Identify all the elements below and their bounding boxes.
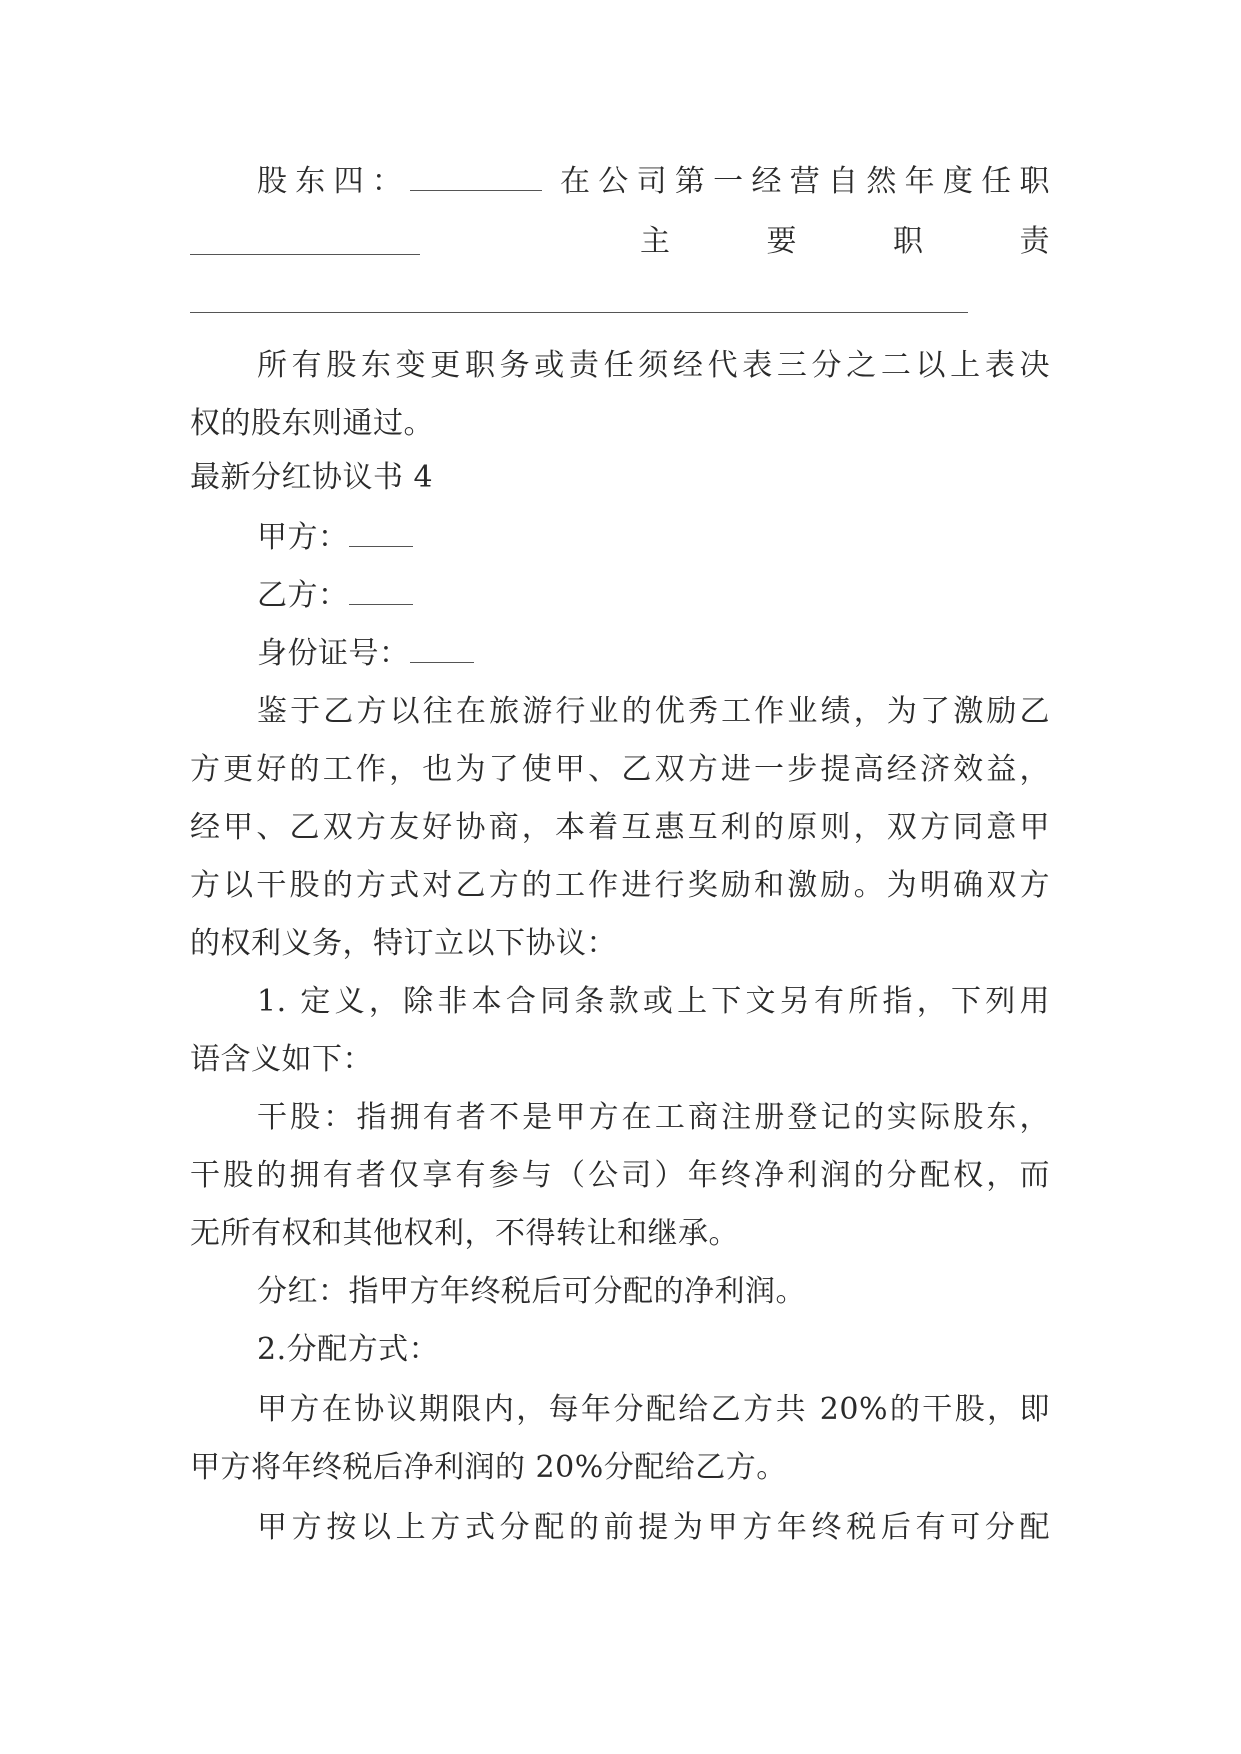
paragraph-line: 所有股东变更职务或责任须经代表三分之二以上表决 (257, 348, 1050, 383)
main-duty-char-4: 责 (1019, 224, 1050, 259)
paragraph-line: 语含义如下： (190, 1042, 373, 1077)
paragraph-line: 方以干股的方式对乙方的工作进行奖励和激励。为明确双方 (190, 868, 1050, 903)
paragraph-line: 无所有权和其他权利，不得转让和继承。 (190, 1216, 739, 1251)
party-b-label: 乙方： (257, 578, 349, 613)
paragraph-line: 干股的拥有者仅享有参与（公司）年终净利润的分配权，而 (190, 1158, 1050, 1193)
id-number-line (257, 634, 1050, 674)
position-blank (190, 230, 420, 255)
party-b-line (257, 576, 1050, 616)
party-a-label: 甲方： (257, 520, 349, 555)
paragraph-line: 甲方在协议期限内，每年分配给乙方共 20%的干股，即 (257, 1392, 1050, 1427)
main-duty-char-1: 主 (640, 224, 671, 259)
duty-blank-rule (190, 312, 968, 313)
id-number-blank (410, 638, 474, 663)
paragraph-line: 的权利义务，特订立以下协议： (190, 926, 617, 961)
paragraph-line: 1. 定义，除非本合同条款或上下文另有所指，下列用 (257, 984, 1050, 1019)
shareholder-four-blank (410, 166, 542, 191)
paragraph-line: 甲方按以上方式分配的前提为甲方年终税后有可分配 (257, 1510, 1050, 1545)
paragraph-line: 2.分配方式： (257, 1332, 440, 1367)
paragraph-line: 方更好的工作，也为了使甲、乙双方进一步提高经济效益， (190, 752, 1050, 787)
party-b-blank (349, 580, 413, 605)
paragraph-line: 经甲、乙双方友好协商，本着互惠互利的原则，双方同意甲 (190, 810, 1050, 845)
party-a-blank (349, 522, 413, 547)
id-number-label: 身份证号： (257, 636, 410, 671)
party-a-line (257, 518, 1050, 558)
paragraph-line: 干股：指拥有者不是甲方在工商注册登记的实际股东， (257, 1100, 1050, 1135)
paragraph-line: 权的股东则通过。 (190, 406, 434, 441)
shareholder-four-line (257, 162, 1050, 202)
main-duty-char-2: 要 (766, 224, 797, 259)
main-duty-char-3: 职 (893, 224, 924, 259)
shareholder-four-duty-text: 在公司第一经营自然年度任职 (560, 164, 1050, 199)
section-title: 最新分红协议书 4 (190, 460, 434, 495)
paragraph-line: 鉴于乙方以往在旅游行业的优秀工作业绩，为了激励乙 (257, 694, 1050, 729)
paragraph-line: 甲方将年终税后净利润的 20%分配给乙方。 (190, 1450, 787, 1485)
paragraph-line: 分红：指甲方年终税后可分配的净利润。 (257, 1274, 806, 1309)
shareholder-four-label: 股东四： (257, 164, 411, 199)
